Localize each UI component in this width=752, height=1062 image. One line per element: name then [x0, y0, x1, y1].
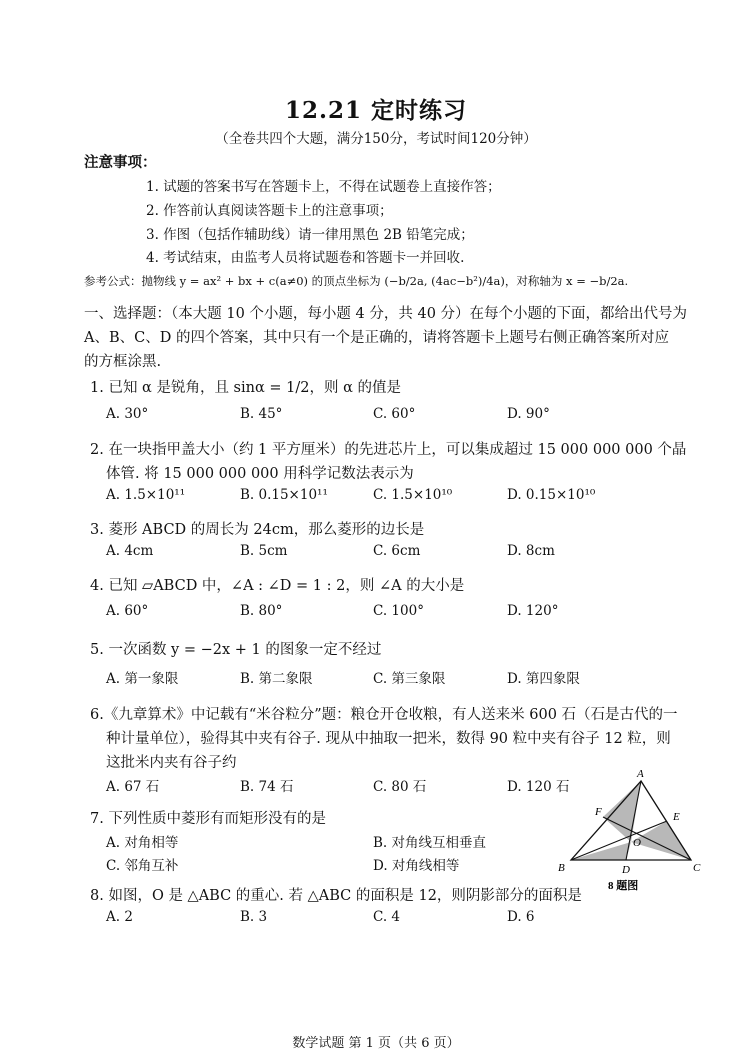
q6-option-c: C. 80 石	[373, 779, 427, 795]
section1-line-1: 一、选择题：（本大题 10 个小题，每小题 4 分，共 40 分）在每个小题的下面，都给出代号为	[84, 306, 688, 322]
q6-option-b: B. 74 石	[240, 779, 294, 795]
label-o: O	[633, 837, 641, 849]
q3-option-a: A. 4cm	[106, 543, 154, 559]
q3-option-c: C. 6cm	[373, 543, 421, 559]
question-2-line-1: 2. 在一块指甲盖大小（约 1 平方厘米）的先进芯片上，可以集成超过 15 000 000 000 个晶	[90, 442, 687, 458]
question-8: 8. 如图，O 是 △ABC 的重心. 若 △ABC 的面积是 12，则阴影部分的面积是	[90, 888, 582, 904]
q1-option-c: C. 60°	[373, 406, 416, 422]
q3-option-d: D. 8cm	[507, 543, 555, 559]
q4-option-a: A. 60°	[106, 603, 149, 619]
label-a: A	[637, 768, 644, 780]
question-5: 5. 一次函数 y = −2x + 1 的图象一定不经过	[90, 642, 382, 658]
q3-option-b: B. 5cm	[240, 543, 288, 559]
page-footer: 数学试题 第 1 页（共 6 页）	[292, 1036, 460, 1051]
q4-option-c: C. 100°	[373, 603, 424, 619]
figure-caption: 8 题图	[608, 880, 639, 892]
q4-option-b: B. 80°	[240, 603, 283, 619]
section1-line-2: A、B、C、D 的四个答案，其中只有一个是正确的，请将答题卡上题号右侧正确答案所对应	[84, 330, 669, 346]
question-6-line-2: 种计量单位），验得其中夹有谷子. 现从中抽取一把米，数得 90 粒中夹有谷子 12 粒，则	[106, 731, 671, 747]
question-1: 1. 已知 α 是锐角，且 sinα = 1/2，则 α 的值是	[90, 380, 401, 396]
label-d: D	[622, 864, 630, 876]
q1-option-b: B. 45°	[240, 406, 283, 422]
label-f: F	[595, 806, 602, 818]
page-title: 12.21 定时练习	[284, 97, 468, 124]
question-7: 7. 下列性质中菱形有而矩形没有的是	[90, 811, 326, 827]
q2-option-d: D. 0.15×10¹⁰	[507, 487, 596, 503]
note-2: 2. 作答前认真阅读答题卡上的注意事项；	[146, 203, 393, 219]
q1-option-a: A. 30°	[106, 406, 149, 422]
q8-option-d: D. 6	[507, 909, 535, 925]
triangle-centroid-figure	[550, 765, 710, 895]
q7-option-b: B. 对角线互相垂直	[373, 835, 487, 851]
label-b: B	[558, 862, 565, 874]
note-4: 4. 考试结束，由监考人员将试题卷和答题卡一并回收.	[146, 250, 465, 266]
question-2-line-2: 体管. 将 15 000 000 000 用科学记数法表示为	[106, 466, 414, 482]
q7-option-a: A. 对角相等	[106, 835, 179, 851]
q7-option-c: C. 邻角互补	[106, 858, 179, 874]
q5-option-b: B. 第二象限	[240, 671, 313, 687]
section1-line-3: 的方框涂黑.	[84, 354, 162, 370]
question-6-line-3: 这批米内夹有谷子约	[106, 755, 237, 771]
q2-option-a: A. 1.5×10¹¹	[106, 487, 186, 503]
q5-option-c: C. 第三象限	[373, 671, 446, 687]
q1-option-d: D. 90°	[507, 406, 550, 422]
reference-formula: 参考公式：抛物线 y = ax² + bx + c(a≠0) 的顶点坐标为 (−b/2a, (4ac−b²)/4a)，对称轴为 x = −b/2a.	[84, 274, 629, 288]
notes-heading: 注意事项：	[84, 154, 157, 171]
q5-option-d: D. 第四象限	[507, 671, 580, 687]
q6-option-d: D. 120 石	[507, 779, 570, 795]
page-subtitle: （全卷共四个大题，满分150分，考试时间120分钟）	[215, 131, 537, 147]
note-3: 3. 作图（包括作辅助线）请一律用黑色 2B 铅笔完成；	[146, 227, 474, 243]
question-3: 3. 菱形 ABCD 的周长为 24cm，那么菱形的边长是	[90, 522, 425, 538]
question-6-line-1: 6.《九章算术》中记载有“米谷粒分”题：粮仓开仓收粮，有人送来米 600 石（石是古代的一	[90, 707, 678, 723]
q5-option-a: A. 第一象限	[106, 671, 179, 687]
q7-option-d: D. 对角线相等	[373, 858, 460, 874]
q4-option-d: D. 120°	[507, 603, 559, 619]
q2-option-c: C. 1.5×10¹⁰	[373, 487, 453, 503]
q8-option-b: B. 3	[240, 909, 268, 925]
shaded-region-2	[571, 842, 631, 860]
note-1: 1. 试题的答案书写在答题卡上，不得在试题卷上直接作答；	[146, 179, 501, 195]
label-c: C	[693, 862, 701, 874]
q8-option-a: A. 2	[106, 909, 133, 925]
q8-option-c: C. 4	[373, 909, 401, 925]
label-e: E	[673, 811, 680, 823]
q2-option-b: B. 0.15×10¹¹	[240, 487, 328, 503]
q6-option-a: A. 67 石	[106, 779, 160, 795]
question-4: 4. 已知 ▱ABCD 中，∠A : ∠D = 1 : 2，则 ∠A 的大小是	[90, 578, 465, 594]
